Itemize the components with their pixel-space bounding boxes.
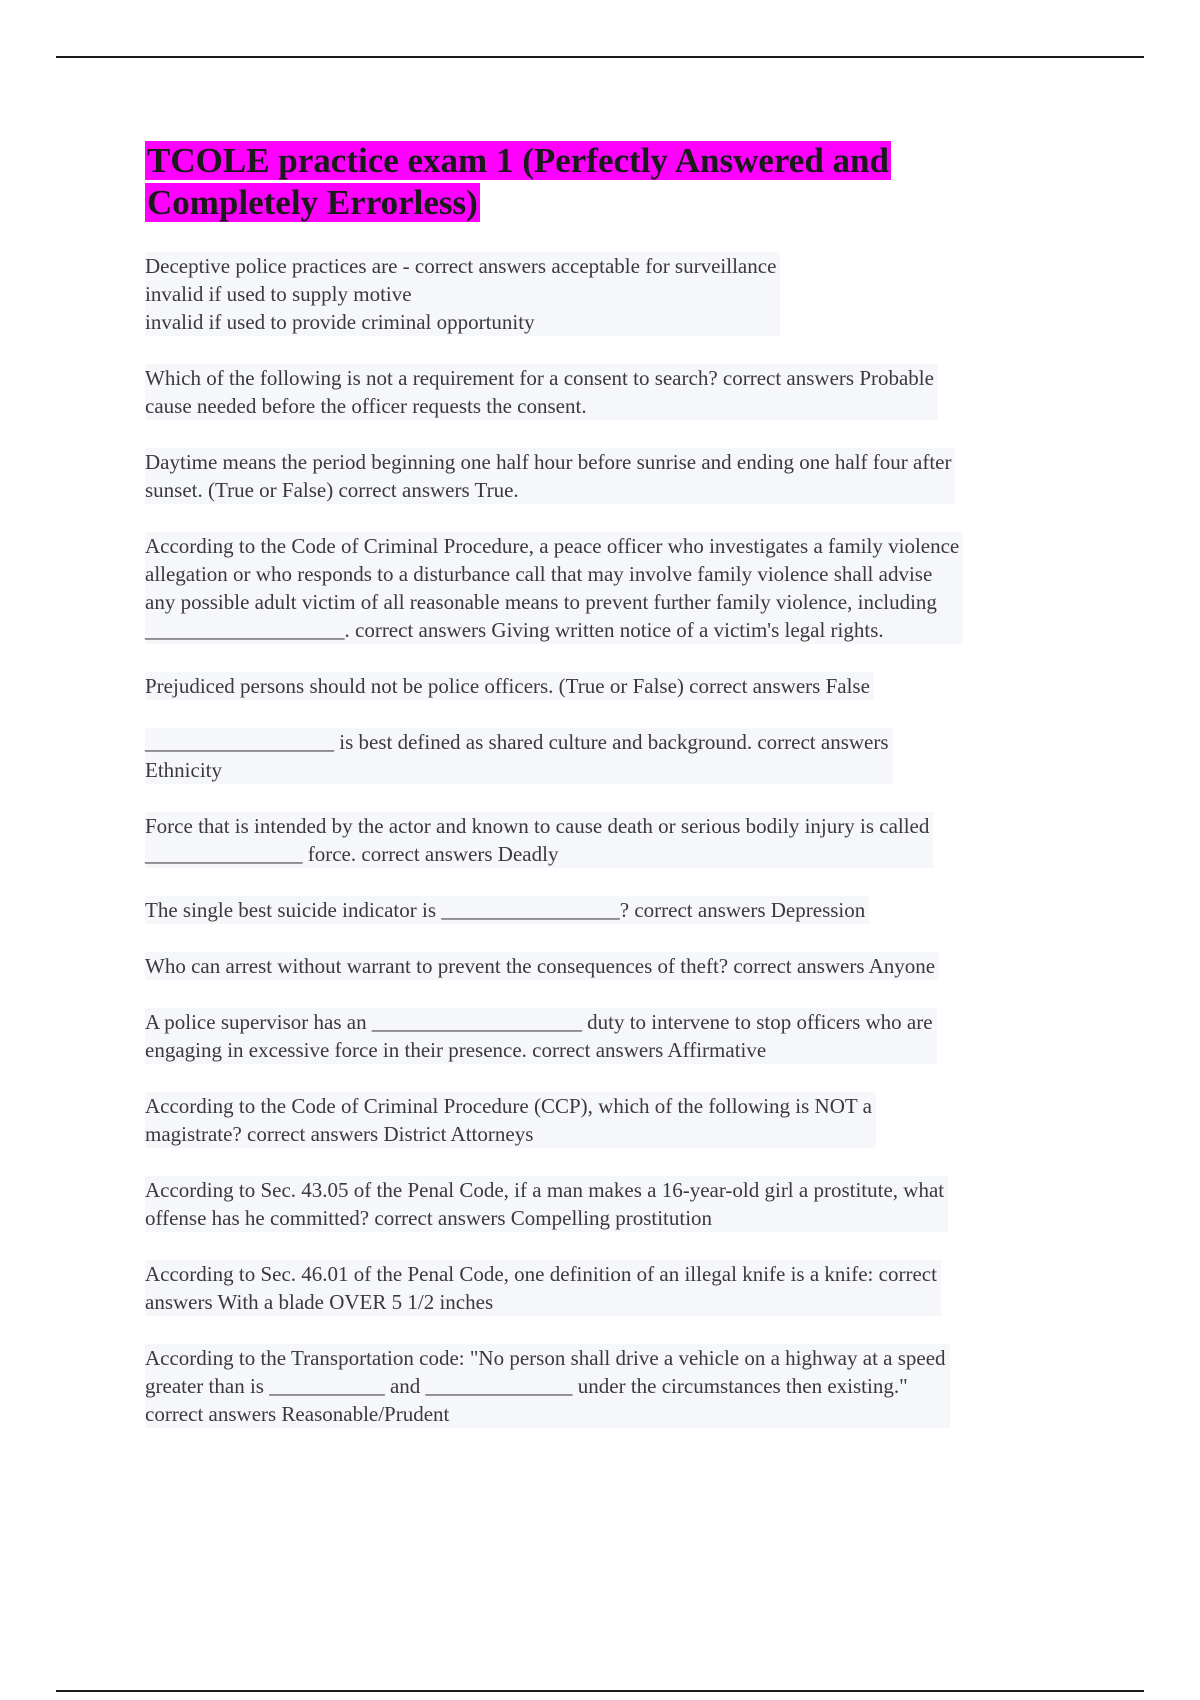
qa-text: __________________ is best defined as shared culture and background. correct answers Ethnicity (145, 730, 889, 782)
question-answer-item (145, 672, 874, 700)
question-answer-item (145, 364, 938, 420)
question-answer-item (145, 532, 963, 644)
qa-text: According to the Transportation code: "No person shall drive a vehicle on a highway at a speed greater than is ___________ and ______________ under the circumstances then existing." correct answers Reasonable/Prudent (145, 1346, 946, 1426)
question-answer-item (145, 728, 893, 784)
question-answer-item (145, 896, 869, 924)
qa-text: Which of the following is not a requirement for a consent to search? correct answers Probable cause needed before the officer requests the consent. (145, 366, 934, 418)
title-line-1: TCOLE practice exam 1 (Perfectly Answered and (147, 141, 889, 180)
qa-text: According to Sec. 43.05 of the Penal Code, if a man makes a 16-year-old girl a prostitute, what offense has he committed? correct answers Compelling prostitution (145, 1178, 945, 1230)
qa-text: Prejudiced persons should not be police officers. (True or False) correct answers False (145, 674, 870, 698)
question-answer-item (145, 1008, 937, 1064)
qa-text: Daytime means the period beginning one half hour before sunrise and ending one half four after sunset. (True or False) correct answers True. (145, 450, 952, 502)
document-body (145, 140, 1085, 1456)
top-rule (56, 56, 1144, 58)
question-answer-item (145, 952, 939, 980)
qa-text: Deceptive police practices are - correct answers acceptable for surveillance invalid if used to supply motive invalid if used to provide criminal opportunity (145, 254, 777, 334)
document-title (145, 140, 1085, 224)
question-answer-item (145, 448, 955, 504)
question-answer-item (145, 1344, 950, 1428)
qa-text: According to Sec. 46.01 of the Penal Code, one definition of an illegal knife is a knife: correct answers With a blade OVER 5 1/2 inches (145, 1262, 937, 1314)
qa-text: Who can arrest without warrant to prevent the consequences of theft? correct answers Anyone (145, 954, 936, 978)
question-answer-item (145, 1176, 948, 1232)
qa-text: According to the Code of Criminal Procedure (CCP), which of the following is NOT a magistrate? correct answers District Attorneys (145, 1094, 872, 1146)
bottom-rule (56, 1690, 1144, 1692)
qa-text: The single best suicide indicator is _________________? correct answers Depression (145, 898, 866, 922)
question-answer-item (145, 252, 780, 336)
qa-text: Force that is intended by the actor and known to cause death or serious bodily injury is called _______________ force. correct answers Deadly (145, 814, 930, 866)
question-answer-item (145, 812, 933, 868)
question-answer-item (145, 1092, 876, 1148)
title-line-2: Completely Errorless) (147, 183, 478, 222)
qa-text: According to the Code of Criminal Procedure, a peace officer who investigates a family violence allegation or who responds to a disturbance call that may involve family violence shall advise any possible adult victim of all reasonable means to prevent further family violence, including ___________________. correct answers Giving written notice of a victim's legal rights. (145, 534, 960, 642)
question-answer-item (145, 1260, 941, 1316)
qa-text: A police supervisor has an ____________________ duty to intervene to stop officers who are engaging in excessive force in their presence. correct answers Affirmative (145, 1010, 933, 1062)
